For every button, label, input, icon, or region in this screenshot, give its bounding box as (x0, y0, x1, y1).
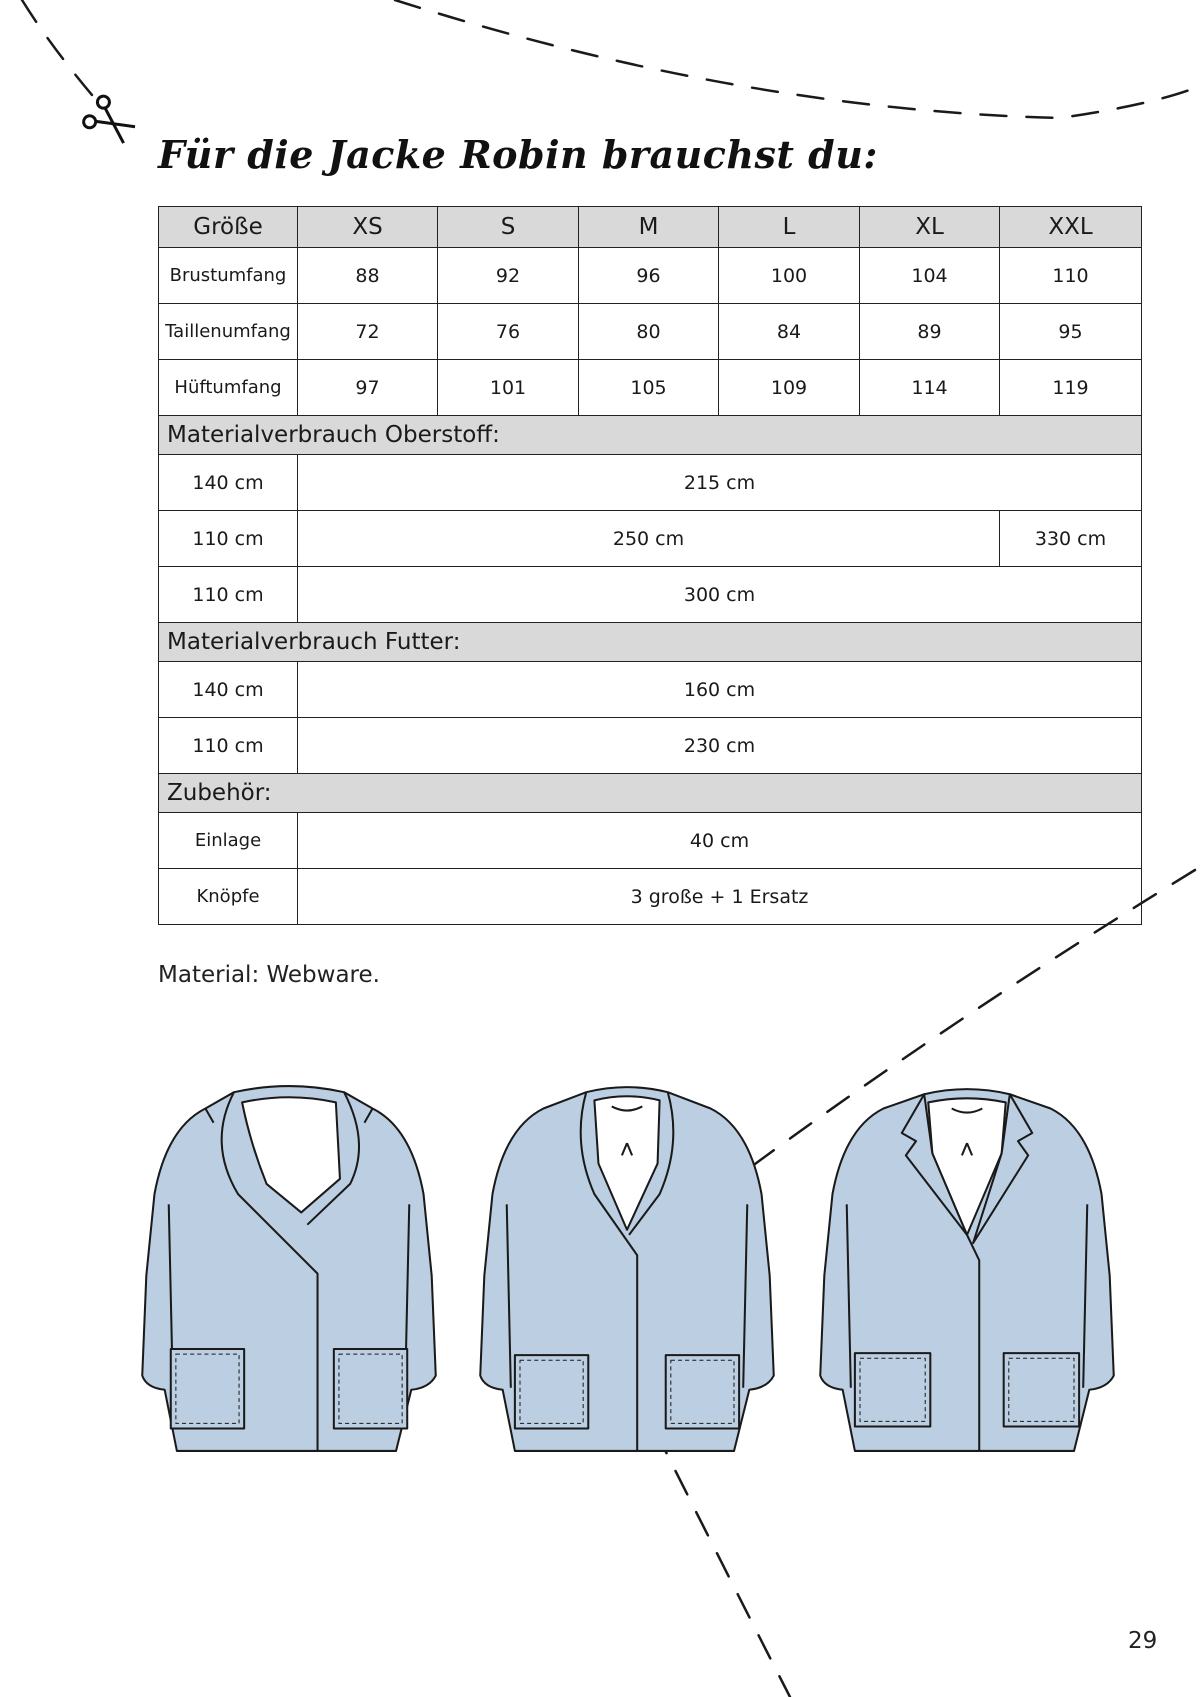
table-cell: 101 (438, 360, 579, 416)
fabric-amount: 160 cm (298, 662, 1142, 718)
table-cell: 100 (719, 248, 860, 304)
page-number: 29 (1128, 1628, 1158, 1654)
jacket-illustration-1 (136, 1082, 442, 1454)
table-row (159, 813, 1142, 869)
table-row (159, 455, 1142, 511)
row-label: Hüftumfang (159, 360, 298, 416)
table-cell: 104 (860, 248, 1000, 304)
table-cell: 97 (298, 360, 438, 416)
accessory-label: Einlage (159, 813, 298, 869)
fabric-width: 110 cm (159, 718, 298, 774)
table-cell: 92 (438, 248, 579, 304)
table-row (159, 360, 1142, 416)
table-cell: 96 (579, 248, 719, 304)
section-title: Zubehör: (159, 774, 1142, 813)
jacket-illustration-2 (474, 1082, 780, 1454)
section-header-zubehoer (159, 774, 1142, 813)
table-cell: 105 (579, 360, 719, 416)
size-s: S (438, 207, 579, 248)
size-m: M (579, 207, 719, 248)
table-cell: 84 (719, 304, 860, 360)
accessory-amount: 3 große + 1 Ersatz (298, 869, 1142, 925)
accessory-label: Knöpfe (159, 869, 298, 925)
accessory-amount: 40 cm (298, 813, 1142, 869)
table-row (159, 567, 1142, 623)
fabric-width: 140 cm (159, 662, 298, 718)
table-cell: 80 (579, 304, 719, 360)
material-note: Material: Webware. (158, 962, 380, 988)
table-row (159, 511, 1142, 567)
cut-line-top (395, 0, 1195, 118)
table-row (159, 304, 1142, 360)
table-cell: 119 (1000, 360, 1142, 416)
fabric-amount: 230 cm (298, 718, 1142, 774)
fabric-width: 110 cm (159, 511, 298, 567)
table-cell: 76 (438, 304, 579, 360)
fabric-amount-xxl: 330 cm (1000, 511, 1142, 567)
section-title: Materialverbrauch Oberstoff: (159, 416, 1142, 455)
section-header-futter (159, 623, 1142, 662)
material-table (158, 206, 1142, 925)
page-title: Für die Jacke Robin brauchst du: (158, 132, 878, 177)
row-label: Taillenumfang (159, 304, 298, 360)
fabric-amount: 250 cm (298, 511, 1000, 567)
section-title: Materialverbrauch Futter: (159, 623, 1142, 662)
fabric-amount: 300 cm (298, 567, 1142, 623)
size-xs: XS (298, 207, 438, 248)
cut-line-bottom (655, 1430, 790, 1697)
jacket-illustration-3 (814, 1082, 1120, 1454)
size-l: L (719, 207, 860, 248)
cut-line-left (22, 0, 92, 95)
table-cell: 72 (298, 304, 438, 360)
size-xxl: XXL (1000, 207, 1142, 248)
row-label: Brustumfang (159, 248, 298, 304)
table-cell: 89 (860, 304, 1000, 360)
size-xl: XL (860, 207, 1000, 248)
table-cell: 88 (298, 248, 438, 304)
table-cell: 95 (1000, 304, 1142, 360)
section-header-oberstoff (159, 416, 1142, 455)
table-cell: 114 (860, 360, 1000, 416)
fabric-width: 140 cm (159, 455, 298, 511)
table-row (159, 248, 1142, 304)
table-row (159, 662, 1142, 718)
table-cell: 109 (719, 360, 860, 416)
table-cell: 110 (1000, 248, 1142, 304)
fabric-width: 110 cm (159, 567, 298, 623)
size-header-row (159, 207, 1142, 248)
table-row (159, 869, 1142, 925)
fabric-amount: 215 cm (298, 455, 1142, 511)
table-row (159, 718, 1142, 774)
scissors-icon (81, 94, 139, 150)
size-header-label: Größe (159, 207, 298, 248)
